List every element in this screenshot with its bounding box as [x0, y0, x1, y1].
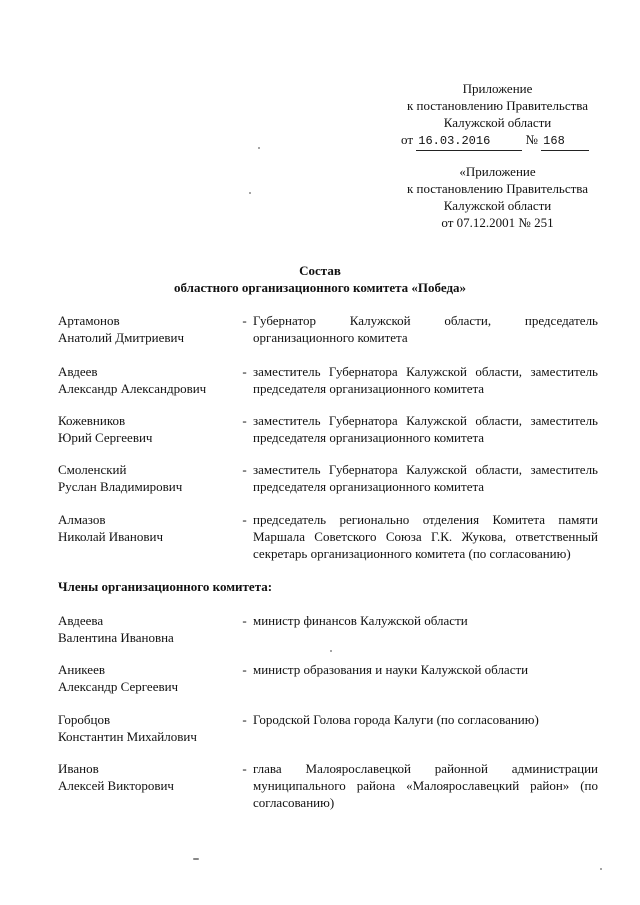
member-surname: Кожевников	[58, 413, 126, 428]
document-title	[0, 262, 640, 296]
dash-separator: -	[242, 761, 247, 776]
member-name	[58, 412, 236, 446]
dash-separator: -	[242, 364, 247, 379]
scan-speck	[193, 858, 199, 860]
appendix-header-original	[385, 163, 610, 231]
dash-separator: -	[242, 413, 247, 428]
member-name	[58, 511, 236, 562]
appendix-header-current	[385, 80, 610, 151]
member-name	[58, 612, 236, 646]
member-surname: Иванов	[58, 761, 99, 776]
list-item	[58, 363, 598, 397]
scan-speck	[258, 147, 260, 149]
original-appendix-date: от 07.12.2001 № 251	[441, 215, 554, 230]
scan-speck	[600, 868, 602, 870]
member-given-name: Юрий Сергеевич	[58, 430, 153, 445]
member-given-name: Александр Сергеевич	[58, 679, 179, 694]
list-item	[58, 461, 598, 495]
member-surname: Горобцов	[58, 712, 111, 727]
member-surname: Аникеев	[58, 662, 105, 677]
member-given-name: Валентина Ивановна	[58, 630, 174, 645]
member-name	[58, 312, 236, 346]
original-appendix-label: «Приложение	[459, 164, 536, 179]
member-role: заместитель Губернатора Калужской области, заместитель председателя организационного комитета	[253, 413, 598, 445]
member-role: Губернатор Калужской области, председатель организационного комитета	[253, 313, 598, 345]
list-item	[58, 661, 598, 695]
member-given-name: Константин Михайлович	[58, 729, 197, 744]
member-role: глава Малоярославецкой районной администрации муниципального района «Малоярославецкий район» (по согласованию)	[253, 761, 598, 810]
member-surname: Авдеева	[58, 613, 104, 628]
members-heading: Члены организационного комитета:	[58, 579, 273, 594]
member-surname: Авдеев	[58, 364, 98, 379]
member-name	[58, 363, 236, 397]
member-given-name: Николай Иванович	[58, 529, 164, 544]
dash-separator: -	[242, 512, 247, 527]
dash-separator: -	[242, 613, 247, 628]
member-role: заместитель Губернатора Калужской области, заместитель председателя организационного комитета	[253, 462, 598, 494]
member-role: председатель регионально отделения Комитета памяти Маршала Советского Союза Г.К. Жукова, ответственный секретарь организационного комитета (по согласованию)	[253, 512, 598, 561]
member-given-name: Алексей Викторович	[58, 778, 174, 793]
appendix-date-number	[385, 131, 610, 151]
date-stamp: 16.03.2016	[416, 133, 522, 151]
member-surname: Артамонов	[58, 313, 120, 328]
number-prefix: №	[525, 132, 538, 147]
member-name	[58, 711, 236, 745]
date-prefix: от	[401, 132, 414, 147]
member-role: министр финансов Калужской области	[253, 613, 468, 628]
dash-separator: -	[242, 712, 247, 727]
scan-speck	[330, 650, 332, 652]
title-line-1: Состав	[299, 263, 341, 278]
member-name	[58, 461, 236, 495]
list-item	[58, 312, 598, 346]
appendix-resolution: к постановлению Правительства	[406, 98, 589, 113]
dash-separator: -	[242, 662, 247, 677]
list-item	[58, 711, 598, 745]
title-line-2: областного организационного комитета «Победа»	[173, 280, 467, 295]
appendix-label: Приложение	[462, 81, 533, 96]
member-role: Городской Голова города Калуги (по согласованию)	[253, 712, 539, 727]
member-given-name: Александр Александрович	[58, 381, 207, 396]
member-given-name: Анатолий Дмитриевич	[58, 330, 185, 345]
list-item	[58, 412, 598, 446]
list-item	[58, 760, 598, 811]
member-name	[58, 760, 236, 811]
member-name	[58, 661, 236, 695]
list-item	[58, 612, 598, 646]
dash-separator: -	[242, 313, 247, 328]
list-item	[58, 511, 598, 562]
number-stamp: 168	[541, 133, 589, 151]
original-appendix-region: Калужской области	[443, 198, 552, 213]
scan-speck	[249, 192, 251, 194]
member-role: министр образования и науки Калужской области	[253, 662, 529, 677]
appendix-region: Калужской области	[443, 115, 552, 130]
member-surname: Смоленский	[58, 462, 127, 477]
dash-separator: -	[242, 462, 247, 477]
original-appendix-resolution: к постановлению Правительства	[406, 181, 589, 196]
member-given-name: Руслан Владимирович	[58, 479, 183, 494]
member-surname: Алмазов	[58, 512, 106, 527]
member-role: заместитель Губернатора Калужской области, заместитель председателя организационного комитета	[253, 364, 598, 396]
